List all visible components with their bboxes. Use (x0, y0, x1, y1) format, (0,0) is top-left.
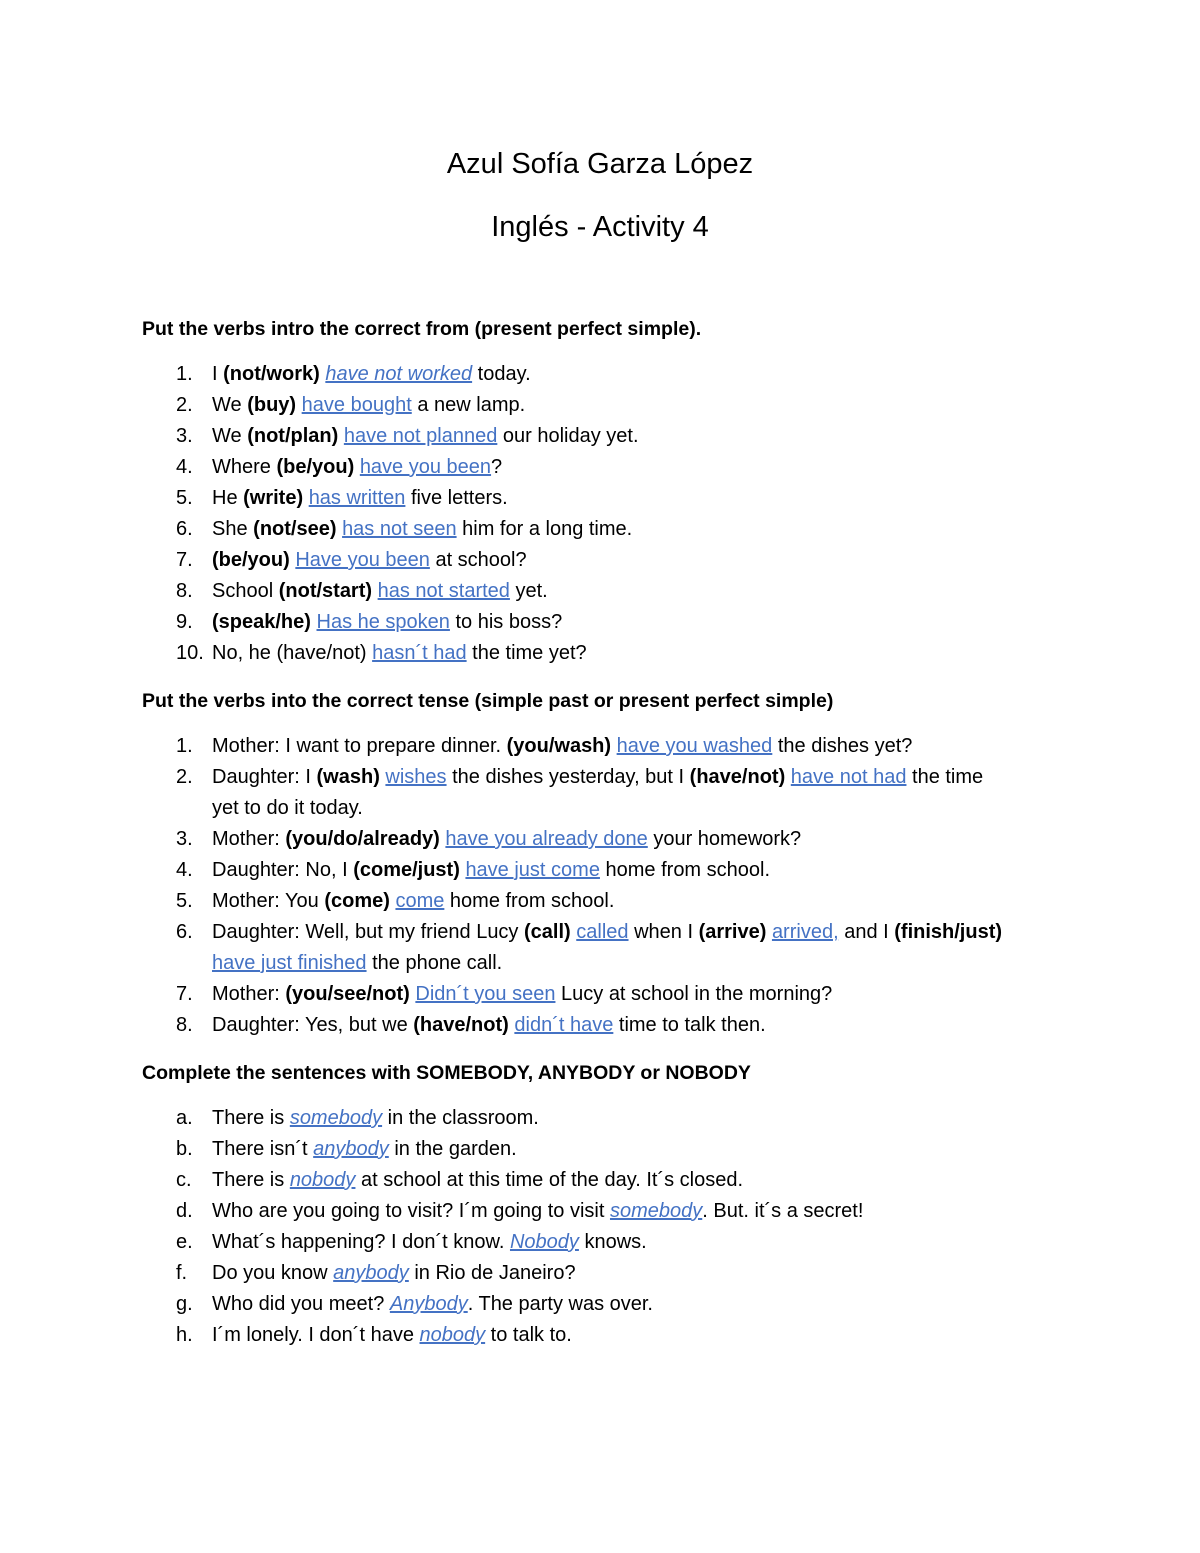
answer: have you already done (445, 828, 648, 850)
item-text: Daughter: No, I (come/just) have just come home from school. (212, 859, 771, 881)
answer: have not planned (343, 425, 498, 447)
item-marker: 7. (176, 983, 193, 1005)
item-marker: 4. (176, 859, 193, 881)
answer: Anybody (389, 1293, 468, 1315)
item-text: (be/you) Have you been at school? (212, 549, 527, 571)
answer: has not started (377, 580, 510, 602)
author-name: Azul Sofía Garza López (446, 148, 754, 180)
item-text: Do you know anybody in Rio de Janeiro? (212, 1262, 576, 1284)
item-marker: 3. (176, 828, 193, 850)
answer: nobody (419, 1324, 486, 1346)
section1-heading: Put the verbs intro the correct from (present perfect simple). (142, 318, 702, 340)
item-text: (speak/he) Has he spoken to his boss? (212, 611, 563, 633)
item-text: Daughter: Well, but my friend Lucy (call) called when I (arrive) arrived, and I (finish/just) (212, 921, 1003, 943)
item-text: No, he (have/not) hasn´t had the time yet? (212, 642, 587, 664)
item-marker: d. (176, 1200, 193, 1222)
item-text: Who are you going to visit? I´m going to visit somebody. But. it´s a secret! (212, 1200, 864, 1222)
answer: wishes (385, 766, 447, 788)
answer: nobody (289, 1169, 356, 1191)
item-text: We (not/plan) have not planned our holiday yet. (212, 425, 639, 447)
answer: have just finished (212, 952, 367, 974)
item-marker: 5. (176, 890, 193, 912)
item-marker: a. (176, 1107, 193, 1129)
answer: arrived, (771, 921, 839, 943)
item-marker: 6. (176, 921, 193, 943)
answer: called (576, 921, 629, 943)
answer: Have you been (295, 549, 430, 571)
answer: somebody (609, 1200, 703, 1222)
item-text-line2: have just finished the phone call. (212, 952, 503, 974)
item-text: Daughter: I (wash) wishes the dishes yesterday, but I (have/not) have not had the time (212, 766, 984, 788)
item-marker: b. (176, 1138, 193, 1160)
answer: come (395, 890, 445, 912)
item-marker: 10. (176, 642, 204, 664)
item-marker: c. (176, 1169, 192, 1191)
document-subject: Inglés - Activity 4 (491, 211, 709, 243)
answer: anybody (333, 1262, 409, 1284)
item-text: What´s happening? I don´t know. Nobody knows. (212, 1231, 647, 1253)
item-text: She (not/see) has not seen him for a long time. (212, 518, 633, 540)
item-marker: 3. (176, 425, 193, 447)
item-marker: 8. (176, 580, 193, 602)
item-marker: 2. (176, 394, 193, 416)
answer: Didn´t you seen (415, 983, 556, 1005)
item-text: He (write) has written five letters. (212, 487, 508, 509)
item-marker: g. (176, 1293, 193, 1315)
item-text: Mother: (you/see/not) Didn´t you seen Lucy at school in the morning? (212, 983, 833, 1005)
answer: Has he spoken (316, 611, 450, 633)
answer: have not had (790, 766, 907, 788)
item-text: We (buy) have bought a new lamp. (212, 394, 526, 416)
item-text: Daughter: Yes, but we (have/not) didn´t have time to talk then. (212, 1014, 766, 1036)
item-text: Mother: You (come) come home from school. (212, 890, 615, 912)
item-marker: 2. (176, 766, 193, 788)
item-text: Where (be/you) have you been? (212, 456, 503, 478)
answer: somebody (289, 1107, 383, 1129)
answer: Nobody (509, 1231, 579, 1253)
item-marker: 1. (176, 735, 193, 757)
item-text: There is somebody in the classroom. (212, 1107, 539, 1129)
answer: hasn´t had (372, 642, 467, 664)
item-text: Mother: I want to prepare dinner. (you/wash) have you washed the dishes yet? (212, 735, 913, 757)
item-marker: 8. (176, 1014, 193, 1036)
item-marker: 7. (176, 549, 193, 571)
answer: have just come (465, 859, 600, 881)
answer: didn´t have (514, 1014, 614, 1036)
answer: anybody (313, 1138, 389, 1160)
item-marker: e. (176, 1231, 193, 1253)
item-text: There is nobody at school at this time of the day. It´s closed. (212, 1169, 744, 1191)
item-text: I´m lonely. I don´t have nobody to talk to. (212, 1324, 572, 1346)
answer: has written (308, 487, 406, 509)
answer: have not worked (325, 363, 473, 385)
section2-heading: Put the verbs into the correct tense (simple past or present perfect simple) (142, 690, 834, 712)
item-text: Who did you meet? Anybody. The party was over. (212, 1293, 653, 1315)
item-marker: 1. (176, 363, 193, 385)
section3-heading: Complete the sentences with SOMEBODY, ANYBODY or NOBODY (142, 1062, 751, 1084)
item-text-line2: yet to do it today. (212, 797, 363, 819)
item-marker: f. (176, 1262, 188, 1284)
item-text: School (not/start) has not started yet. (212, 580, 548, 602)
item-marker: 4. (176, 456, 193, 478)
answer: have bought (301, 394, 412, 416)
item-text: Mother: (you/do/already) have you already done your homework? (212, 828, 802, 850)
item-marker: h. (176, 1324, 193, 1346)
item-text: There isn´t anybody in the garden. (212, 1138, 517, 1160)
answer: has not seen (342, 518, 457, 540)
item-marker: 6. (176, 518, 193, 540)
answer: have you washed (616, 735, 773, 757)
answer: have you been (359, 456, 492, 478)
item-marker: 5. (176, 487, 193, 509)
item-marker: 9. (176, 611, 193, 633)
item-text: I (not/work) have not worked today. (212, 363, 531, 385)
